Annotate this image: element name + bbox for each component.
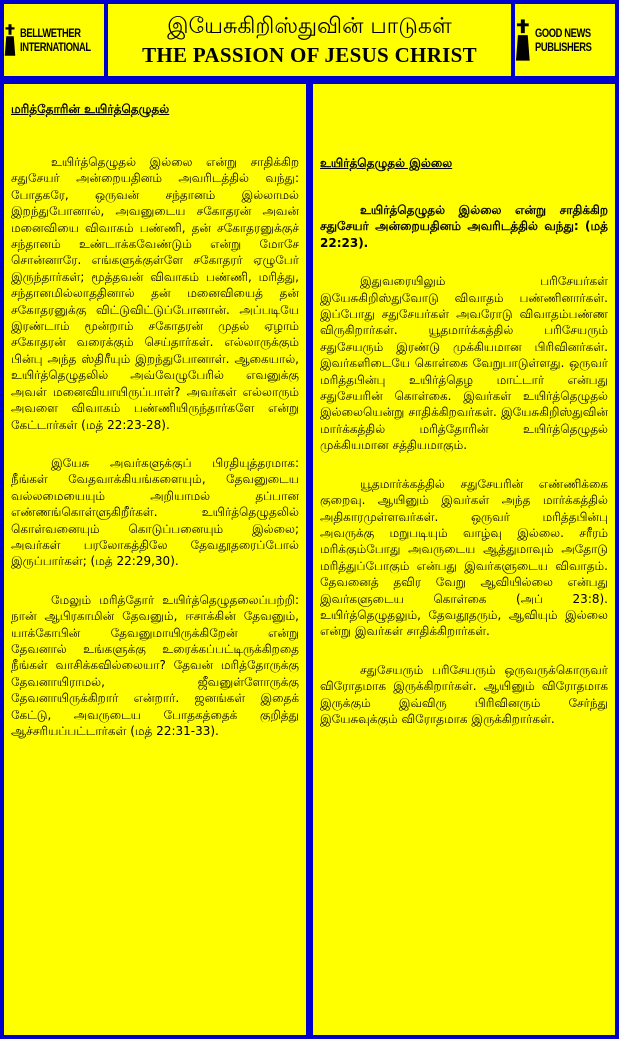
cross-tower-icon [515,19,531,61]
logo-line: INTERNATIONAL [20,40,91,54]
paragraph: மேலும் மரித்தோர் உயிர்த்தெழுதலைப்பற்றி: நான் ஆபிரகாமின் தேவனும், ஈசாக்கின் தேவனும், யாக்கோபின் தேவனுமாயிருக்கிறேன் என்று தேவனால் உங்களுக்கு உரைக்கப்பட்டிருக்கிறதை நீங்கள் வாசிக்கவில்லையா? தேவன் மரித்தோருக்கு தேவனாயிராமல், ஜீவனுள்ளோருக்கு தேவனாயிருக்கிறார் என்றார். ஜனங்கள் இதைக் கேட்டு, அவருடைய போதகத்தைக் குறித்து ஆச்சரியப்பட்டார்கள் (மத் 22:31-33). [11,592,299,738]
right-column [313,84,615,1035]
left-column [4,84,306,1035]
paragraph: இயேசு அவர்களுக்குப் பிரதியுத்தரமாக: நீங்கள் வேதவாக்கியங்களையும், தேவனுடைய வல்லமையையும் அறியாமல் தப்பான எண்ணங்கொள்ளுகிறீர்கள். உயிர்த்தெழுதலில் கொள்வனையும் கொடுப்பனையும் இல்லை; அவர்கள் பரலோகத்திலே தேவதூதரைப்போல் இருப்பார்கள்; (மத் 22:29,30). [11,455,299,569]
title-tamil: இயேசுகிறிஸ்துவின் பாடுகள் [167,14,452,39]
left-heading: மரித்தோரின் உயிர்த்தெழுதல் [11,102,170,116]
paragraph: யூதமார்க்கத்தில் சதுசேயரின் எண்ணிக்கை குறைவு. ஆயினும் இவர்கள் அந்த மார்க்கத்தில் அதிகாரமுள்ளவர்கள். ஒருவர் மரித்தபின்பு அவருக்கு மறுபடியும் வாழ்வு இல்லை. சரீரம் மரிக்கும்போது அவருடைய ஆத்துமாவும் அதோடு மரித்துப்போகும் என்பது இவர்களுடைய விவாதம். தேவனைத் தவிர வேறு ஆவியில்லை என்பது இவர்களுடைய கொள்கை (அப் 23:8). உயிர்த்தெழுதலும், தேவதூதரும், ஆவியும் இல்லை என்று இவர்கள் சாதிக்கிறார்கள். [320,476,608,639]
intro-paragraph: உயிர்த்தெழுதல் இல்லை என்று சாதிக்கிற சதுசேயர் அன்றையதினம் அவரிடத்தில் வந்து: (மத் 22:23). [320,203,608,250]
title-banner [108,4,511,76]
paragraph: இதுவரையிலும் பரிசேயர்கள் இயேசுகிறிஸ்துவோடு விவாதம் பண்ணினார்கள். இப்போது சதுசேயர்கள் அவரோடு விவாதம்பண்ண விருகிறார்கள். யூதமார்க்கத்தில் பரிசேயரும் சதுசேயரும் இரண்டு முக்கியமான பிரிவினர்கள். இவர்களிடையே கொள்கை வேறுபாடுள்ளது. ஒருவர் மரித்தபின்பு உயிர்த்தெழ மாட்டார் என்பது சதுசேயரின் கொள்கை. இவர்கள் உயிர்த்தெழுதல் இல்லையென்று சாதிக்கிறவர்கள். இயேசுகிறிஸ்துவின் மார்க்கத்தில் மரித்தோரின் உயிர்த்தெழுதல் முக்கியமான சத்தியமாகும். [320,274,608,453]
right-heading: உயிர்த்தெழுதல் இல்லை [320,156,453,170]
bellwether-logo [4,4,104,76]
logo-line: BELLWETHER [20,26,81,40]
logo-line: GOOD NEWS [534,26,591,40]
logo-line: PUBLISHERS [534,40,592,54]
title-english: THE PASSION OF JESUS CHRIST [142,43,477,67]
goodnews-logo [515,4,615,76]
paragraph: உயிர்த்தெழுதல் இல்லை என்று சாதிக்கிற சதுசேயர் அன்றையதினம் அவரிடத்தில் வந்து: போதகரே, ஒருவன் சந்தானம் இல்லாமல் இறந்துபோனால், அவனுடைய சகோதரன் அவன் மனைவியை விவாகம் பண்ணி, தன் சகோதரனுக்குச் சந்தானம் உண்டாக்கவேண்டும் என்று மோசே சொன்னாரே. எங்களுக்குள்ளே சகோதரர் ஏழுபேர் இருந்தார்கள்; மூத்தவன் விவாகம் பண்ணி, மரித்து, சந்தானமில்லாததினால் தன் மனைவியைத் தன் சகோதரனுக்கு விட்டுவிட்டுப்போனான். அப்படியே இரண்டாம் மூன்றாம் சகோதரன் முதல் ஏழாம் சகோதரன் வரைக்கும் செய்தார்கள். எல்லாருக்கும் பின்பு அந்த ஸ்திரீயும் இறந்துபோனாள். ஆகையால், உயிர்த்தெழுதலில் அவ்வேழுபேரில் எவனுக்கு அவள் மனைவியாயிருப்பாள்? அவர்கள் எல்லாரும் அவளை விவாகம் பண்ணியிருந்தார்களே என்று கேட்டார்கள் (மத் 22:23-28). [11,155,299,432]
paragraph: சதுசேயரும் பரிசேயரும் ஒருவருக்கொருவர் விரோதமாக இருக்கிறார்கள். ஆயினும் விரோதமாக இருக்கும் இவ்விரு பிரிவினரும் சேர்ந்து இயேசுவுக்கும் விரோதமாக இருக்கிறார்கள். [320,662,608,726]
cross-tower-icon [4,19,16,61]
